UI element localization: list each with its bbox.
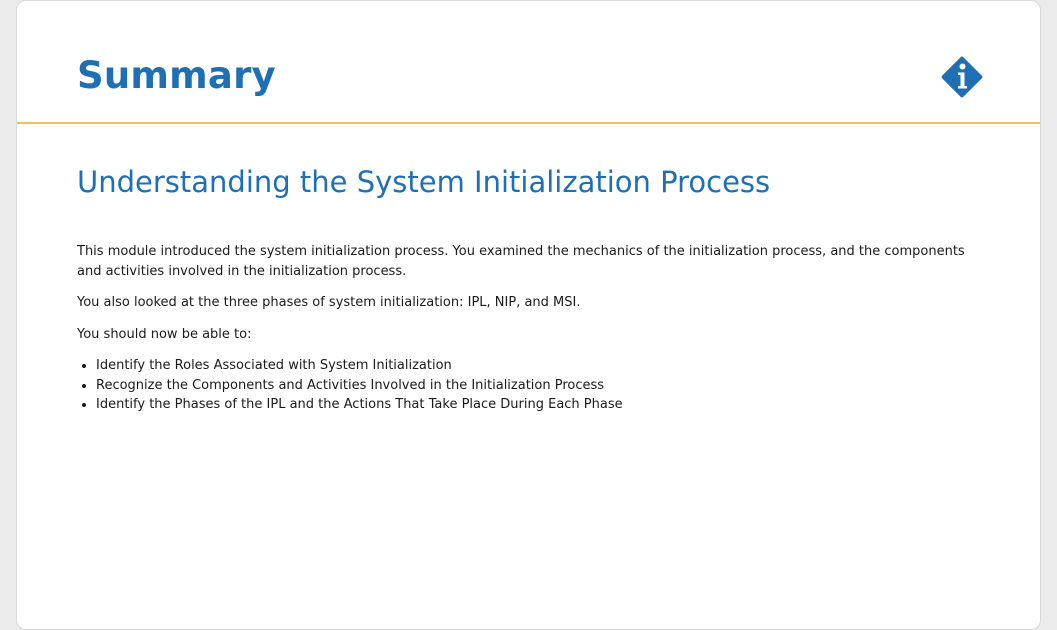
page-title: Summary	[77, 54, 276, 97]
objectives-list	[77, 356, 977, 415]
section-heading: Understanding the System Initialization Process	[77, 165, 771, 199]
summary-content	[77, 159, 977, 415]
summary-card	[16, 0, 1041, 630]
objectives-intro: You should now be able to:	[77, 326, 252, 342]
phases-paragraph: You also looked at the three phases of system initialization: IPL, NIP, and MSI.	[77, 295, 581, 310]
list-item: • Identify the Phases of the IPL and the Actions That Take Place During Each Phase	[96, 395, 977, 415]
info-icon[interactable]	[939, 54, 985, 100]
list-item: • Recognize the Components and Activities Involved in the Initialization Process	[96, 376, 977, 396]
list-item: • Identify the Roles Associated with System Initialization	[96, 356, 977, 376]
summary-header	[17, 1, 1040, 124]
intro-paragraph: This module introduced the system initialization process. You examined the mechanics of the initialization process, and the components and activities involved in the initialization process.	[77, 244, 965, 279]
